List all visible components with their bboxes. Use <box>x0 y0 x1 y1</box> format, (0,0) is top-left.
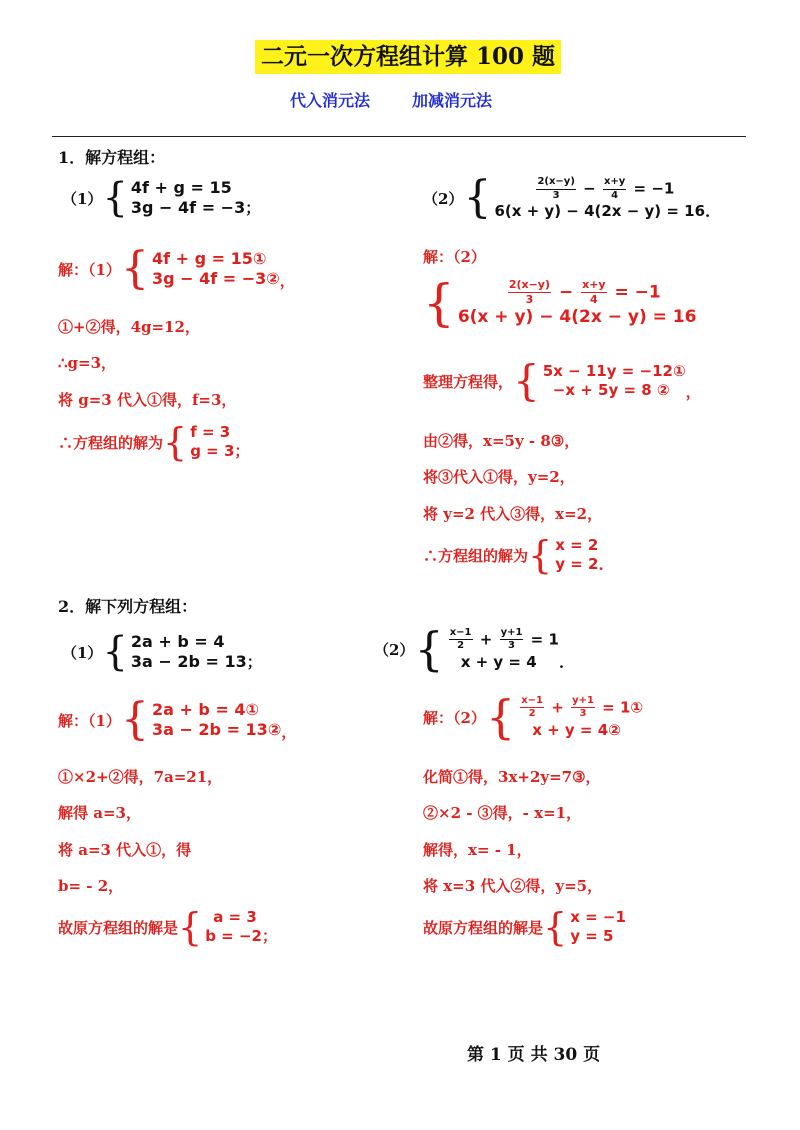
q1-solution1-system <box>58 243 295 294</box>
q1-solution2-tidy <box>423 356 701 405</box>
q2-part1-label: （1） <box>62 643 103 662</box>
answer-line-1: x = 2 <box>555 536 599 555</box>
q2-part2-end: . <box>558 654 565 672</box>
page-title: 二元一次方程组计算 100 题 <box>255 40 561 74</box>
q1-part1-eq2: 3g − 4f = −3 <box>130 198 246 217</box>
fraction-denominator: 3 <box>525 292 534 306</box>
fraction-denominator: 2 <box>528 708 536 720</box>
subtitle-elimination-method: 加减消元法 <box>412 91 493 110</box>
q1-part2-label: （2） <box>423 189 464 208</box>
fraction-denominator: 3 <box>552 189 560 201</box>
brace-icon: { <box>102 629 128 675</box>
tidy-eq1: 5x − 11y = −12① <box>542 362 686 381</box>
fraction-numerator: x+y <box>603 176 626 190</box>
question-1-heading: 1．解方程组： <box>58 148 166 167</box>
fraction-numerator: x+y <box>582 278 606 292</box>
answer-line-1: a = 3 <box>213 908 257 927</box>
brace-icon: { <box>463 172 492 224</box>
conclusion-text: 故原方程组的解是 <box>423 918 544 937</box>
q1-solution2-intro: 解：（2） <box>423 248 486 266</box>
fraction-numerator: y+1 <box>500 627 524 641</box>
brace-icon: { <box>485 690 516 744</box>
q2-solution2-intro: 解：（2） <box>423 708 486 727</box>
q1-part2-eq2: 6(x + y) − 4(2x − y) = 16 <box>494 202 706 220</box>
q1-solution1-step2: ∴g=3， <box>58 354 117 372</box>
q1-part2-system <box>423 172 711 224</box>
q1-part1-system <box>62 175 261 221</box>
q1-solution2-system <box>423 274 697 332</box>
conclusion-text: 故原方程组的解是 <box>58 918 179 937</box>
answer-end: ； <box>234 442 250 460</box>
equation-rhs: = −1 <box>614 282 661 303</box>
conclusion-text: ∴方程组的解为 <box>58 433 164 452</box>
q2-solution1-system <box>58 694 297 745</box>
q1-solution1-conclusion <box>58 420 250 464</box>
q1-part2-end: . <box>705 202 711 221</box>
q1-solution1-step3: 将 g=3 代入①得，f=3， <box>58 391 237 409</box>
q2-solution1-eq2: 3a − 2b = 13② <box>151 720 282 739</box>
conclusion-text: ∴方程组的解为 <box>423 546 529 565</box>
equation-rhs: = 1 <box>530 630 559 649</box>
answer-end: . <box>598 556 604 574</box>
answer-line-2: y = 5 <box>570 927 614 945</box>
q2-part1-system <box>62 629 262 675</box>
q2-solution1-eq1: 2a + b = 4① <box>151 700 260 719</box>
q2-solution1-step2: 解得 a=3， <box>58 804 141 822</box>
answer-line-2: y = 2 <box>555 555 599 573</box>
q2-solution2-step3: 解得，x= - 1， <box>423 841 532 859</box>
plus-sign: + <box>479 630 493 649</box>
header-divider <box>52 136 746 137</box>
equation-rhs: = −1 <box>633 179 675 198</box>
q2-solution1-end: ， <box>281 723 297 741</box>
brace-icon: { <box>528 533 553 577</box>
answer-line-2: b = −2 <box>205 927 262 945</box>
q1-solution1-step1: ①+②得，4g=12， <box>58 318 200 336</box>
fraction-denominator: 4 <box>611 189 619 201</box>
plus-sign: + <box>551 698 564 717</box>
answer-line-2: g = 3 <box>190 442 235 460</box>
brace-icon: { <box>102 175 128 221</box>
q2-solution2-conclusion <box>423 905 626 949</box>
q2-part2-system <box>374 622 565 676</box>
fraction-numerator: 2(x−y) <box>536 176 575 190</box>
brace-icon: { <box>120 694 149 745</box>
brace-icon: { <box>513 356 540 405</box>
subtitle-substitution-method: 代入消元法 <box>290 91 371 110</box>
q2-solution1-conclusion <box>58 905 277 949</box>
q2-solution1-step3: 将 a=3 代入①，得 <box>58 841 192 859</box>
q1-part1-label: （1） <box>62 189 103 208</box>
fraction-numerator: 2(x−y) <box>508 278 551 292</box>
q2-solution2-system <box>423 690 644 744</box>
q1-solution2-conclusion <box>423 533 604 577</box>
tidy-end: ， <box>685 383 701 401</box>
page-number-footer: 第 1 页 共 30 页 <box>467 1045 601 1065</box>
brace-icon: { <box>543 905 568 949</box>
minus-sign: − <box>583 179 596 198</box>
minus-sign: − <box>558 282 574 303</box>
brace-icon: { <box>423 274 455 332</box>
q2-part2-label: （2） <box>374 640 415 659</box>
q2-part1-eq1: 2a + b = 4 <box>130 632 225 651</box>
q2-part1-end: ； <box>246 653 262 671</box>
q1-solution1-eq1: 4f + g = 15① <box>151 249 267 268</box>
q1-part1-eq1: 4f + g = 15 <box>130 178 232 197</box>
brace-icon: { <box>163 420 188 464</box>
q2-solution2-step4: 将 x=3 代入②得，y=5， <box>423 877 603 895</box>
q2-solution2-sys-eq2: x + y = 4② <box>532 720 621 739</box>
equation-rhs: = 1① <box>602 698 644 717</box>
q2-solution2-step1: 化简①得，3x+2y=7③， <box>423 768 601 786</box>
fraction-denominator: 3 <box>508 640 515 652</box>
answer-line-1: x = −1 <box>570 908 626 927</box>
q1-solution1-intro: 解：（1） <box>58 260 121 279</box>
q1-solution2-sys-eq2: 6(x + y) − 4(2x − y) = 16 <box>457 306 697 327</box>
q1-part1-end: ； <box>245 199 261 217</box>
q2-solution1-step1: ①×2+②得，7a=21， <box>58 768 223 786</box>
tidy-eq2: −x + 5y = 8 ② <box>552 381 670 399</box>
q2-part2-eq2: x + y = 4 <box>460 652 537 671</box>
fraction-denominator: 2 <box>457 640 465 652</box>
fraction-denominator: 4 <box>590 292 598 306</box>
q1-solution2-step1: 由②得，x=5y - 8③， <box>423 432 580 450</box>
tidy-text: 整理方程得， <box>423 372 514 391</box>
brace-icon: { <box>414 622 444 676</box>
fraction-numerator: y+1 <box>571 695 595 709</box>
q2-part1-eq2: 3a − 2b = 13 <box>130 652 247 671</box>
answer-end: ； <box>261 927 277 945</box>
answer-line-1: f = 3 <box>190 423 231 442</box>
q2-solution1-step4: b= - 2， <box>58 877 124 895</box>
q1-solution2-step2: 将③代入①得，y=2， <box>423 468 575 486</box>
brace-icon: { <box>178 905 203 949</box>
fraction-numerator: x−1 <box>449 627 473 641</box>
fraction-numerator: x−1 <box>520 695 544 709</box>
brace-icon: { <box>120 243 149 294</box>
question-2-heading: 2．解下列方程组： <box>58 597 198 616</box>
q2-solution1-intro: 解：（1） <box>58 711 121 730</box>
fraction-denominator: 3 <box>579 708 587 720</box>
q1-solution1-end: ， <box>279 272 295 290</box>
q1-solution1-eq2: 3g − 4f = −3② <box>151 269 280 288</box>
q1-solution2-step3: 将 y=2 代入③得，x=2， <box>423 505 603 523</box>
q2-solution2-step2: ②×2 - ③得，- x=1， <box>423 804 582 822</box>
